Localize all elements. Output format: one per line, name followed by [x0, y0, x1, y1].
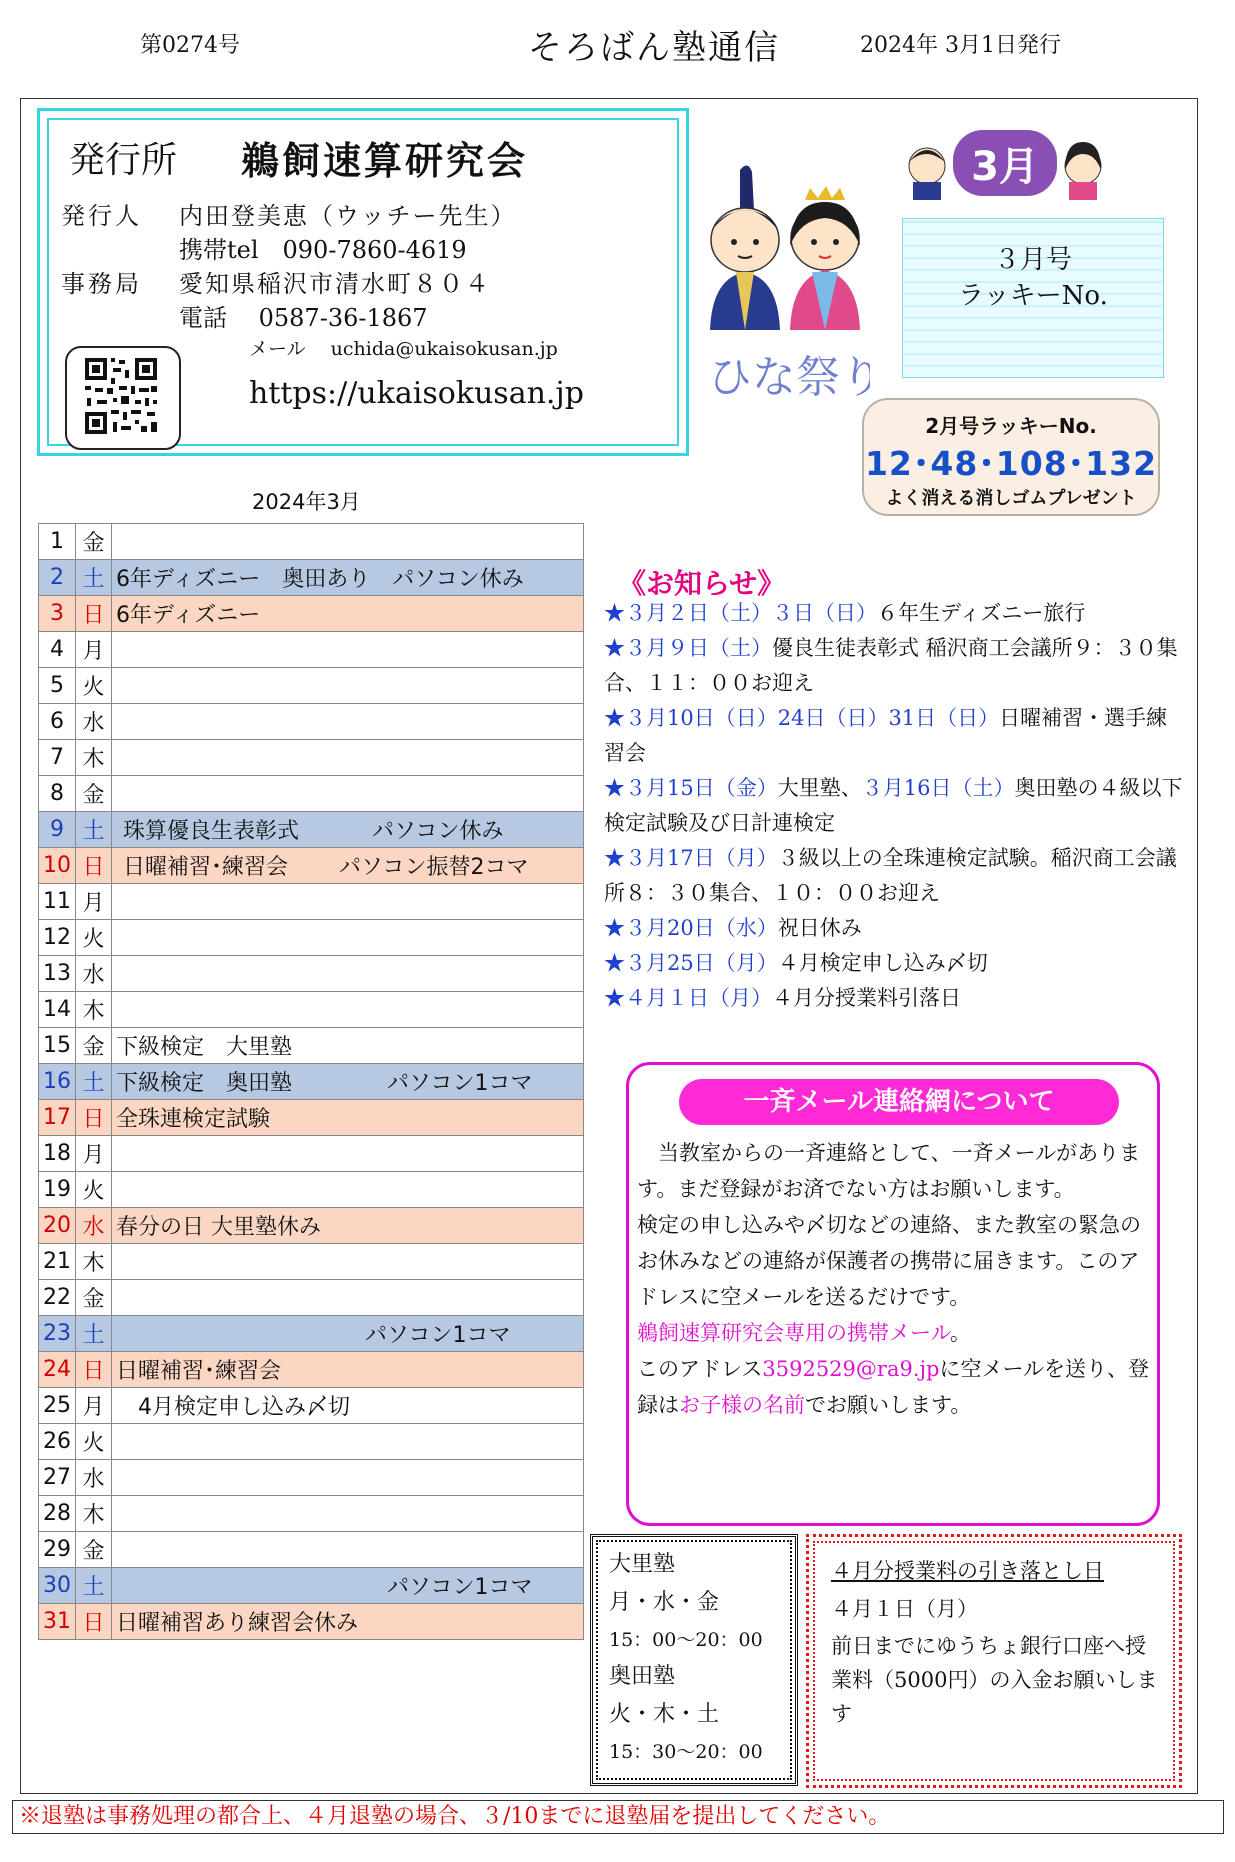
office-phone: 電話 0587-36-1867 — [179, 304, 428, 332]
calendar-row — [39, 992, 584, 1028]
notice-date: ３月20日（水） — [625, 916, 778, 940]
calendar-event — [112, 1424, 584, 1460]
calendar-weekday: 金 — [76, 1280, 112, 1316]
calendar-day-number: 3 — [39, 596, 76, 632]
calendar-weekday: 水 — [76, 1208, 112, 1244]
calendar-day-number: 21 — [39, 1244, 76, 1280]
calendar-event — [112, 992, 584, 1028]
calendar-weekday: 月 — [76, 1136, 112, 1172]
calendar-title: 2024年3月 — [252, 490, 361, 514]
calendar-day-number: 31 — [39, 1604, 76, 1640]
issue-number: 第0274号 — [140, 33, 240, 58]
office-mail[interactable]: メール uchida@ukaisokusan.jp — [249, 338, 558, 360]
calendar-table — [38, 523, 584, 1640]
star-icon: ★ — [604, 776, 625, 800]
previous-lucky-number-box — [862, 398, 1160, 516]
calendar-row — [39, 668, 584, 704]
tuition-fee-box — [806, 1534, 1182, 1788]
calendar-row — [39, 812, 584, 848]
notice-item — [604, 981, 1184, 1016]
notice-text: ４月検定申し込み〆切 — [777, 951, 988, 975]
previous-lucky-title: 2月号ラッキーNo. — [925, 414, 1097, 438]
calendar-row — [39, 596, 584, 632]
calendar-event: 日曜補習･練習会 パソコン振替2コマ — [112, 848, 584, 884]
calendar-weekday: 木 — [76, 1244, 112, 1280]
school-days: 火・木・土 — [609, 1702, 720, 1727]
star-icon: ★ — [604, 846, 625, 870]
star-icon: ★ — [604, 636, 625, 660]
withdrawal-notice: ※退塾は事務処理の都合上、４月退塾の場合、３/10までに退塾届を提出してください。 — [12, 1800, 1224, 1834]
calendar-day-number: 12 — [39, 920, 76, 956]
calendar-event — [112, 1280, 584, 1316]
calendar-row — [39, 1316, 584, 1352]
notice-text: ６年生ディズニー旅行 — [877, 601, 1086, 625]
calendar-weekday: 日 — [76, 1604, 112, 1640]
calendar-event — [112, 884, 584, 920]
mail-highlight: 鵜飼速算研究会専用の携帯メール — [637, 1321, 950, 1345]
publisher-org-label: 発行所 — [69, 140, 178, 181]
calendar-event: 6年ディズニー — [112, 596, 584, 632]
calendar-event — [112, 1460, 584, 1496]
calendar-event: 日曜補習あり練習会休み — [112, 1604, 584, 1640]
calendar-weekday: 日 — [76, 848, 112, 884]
calendar-row — [39, 704, 584, 740]
calendar-event: 珠算優良生表彰式 パソコン休み — [112, 812, 584, 848]
notice-text: 優良生徒表彰式 稲沢商工会議所９：３０集合、１１：００お迎え — [604, 636, 1178, 695]
calendar-row — [39, 1460, 584, 1496]
calendar-row — [39, 956, 584, 992]
calendar-day-number: 29 — [39, 1532, 76, 1568]
calendar-event: パソコン1コマ — [112, 1568, 584, 1604]
calendar-weekday: 木 — [76, 992, 112, 1028]
calendar-day-number: 25 — [39, 1388, 76, 1424]
calendar-row — [39, 884, 584, 920]
calendar-row — [39, 1352, 584, 1388]
notice-text: ３級以上の全珠連検定試験。稲沢商工会議所８：３０集合、１０：００お迎え — [604, 846, 1177, 905]
calendar-event: 春分の日 大里塾休み — [112, 1208, 584, 1244]
calendar-row — [39, 776, 584, 812]
notice-item — [604, 841, 1184, 911]
calendar-event — [112, 1136, 584, 1172]
publisher-label: 発行人 — [61, 202, 142, 230]
notice-item — [604, 631, 1184, 701]
office-label: 事務局 — [61, 270, 142, 298]
calendar-weekday: 木 — [76, 740, 112, 776]
calendar-weekday: 日 — [76, 1352, 112, 1388]
calendar-row — [39, 1280, 584, 1316]
school-name: 大里塾 — [609, 1552, 676, 1577]
calendar-day-number: 9 — [39, 812, 76, 848]
mail-text: このアドレス — [637, 1357, 763, 1381]
school-hours: 15：00～20：00 — [609, 1629, 763, 1651]
calendar-day-number: 13 — [39, 956, 76, 992]
mail-text: 。 — [949, 1321, 971, 1345]
calendar-row — [39, 1100, 584, 1136]
calendar-row — [39, 1568, 584, 1604]
calendar-weekday: 金 — [76, 524, 112, 560]
notice-date: ３月25日（月） — [625, 951, 778, 975]
calendar-row — [39, 1244, 584, 1280]
calendar-day-number: 18 — [39, 1136, 76, 1172]
calendar-row — [39, 1172, 584, 1208]
notice-date: ３月16日（土） — [861, 776, 1015, 800]
calendar-day-number: 24 — [39, 1352, 76, 1388]
mail-name-highlight: お子様の名前 — [679, 1393, 805, 1417]
calendar-weekday: 金 — [76, 776, 112, 812]
calendar-event: 日曜補習･練習会 — [112, 1352, 584, 1388]
school-days: 月・水・金 — [609, 1590, 720, 1615]
calendar-day-number: 8 — [39, 776, 76, 812]
publisher-org-name: 鵜飼速算研究会 — [241, 138, 529, 183]
calendar-day-number: 16 — [39, 1064, 76, 1100]
previous-lucky-prize: よく消える消しゴムプレゼント — [885, 488, 1137, 509]
calendar-event: 6年ディズニー 奥田あり パソコン休み — [112, 560, 584, 596]
calendar-weekday: 月 — [76, 632, 112, 668]
calendar-row — [39, 1424, 584, 1460]
mail-text: に空メールを送り、登録は — [637, 1357, 1150, 1417]
notice-date: ３月15日（金） — [625, 776, 778, 800]
notice-item — [604, 771, 1184, 841]
star-icon: ★ — [604, 706, 625, 730]
qr-code-icon[interactable] — [65, 346, 181, 450]
calendar-event — [112, 1532, 584, 1568]
notice-text: 日曜補習・選手練習会 — [604, 706, 1168, 765]
star-icon: ★ — [604, 601, 625, 625]
calendar-weekday: 日 — [76, 1100, 112, 1136]
star-icon: ★ — [604, 916, 625, 940]
calendar-event: 下級検定 大里塾 — [112, 1028, 584, 1064]
calendar-day-number: 11 — [39, 884, 76, 920]
calendar-weekday: 土 — [76, 560, 112, 596]
mail-paragraph: 当教室からの一斉連絡として、一斉メールがあります。まだ登録がお済でない方はお願いします。 — [637, 1141, 1141, 1201]
calendar-day-number: 19 — [39, 1172, 76, 1208]
calendar-weekday: 土 — [76, 1064, 112, 1100]
publisher-mobile: 携帯tel 090-7860-4619 — [179, 236, 467, 264]
calendar-row — [39, 1064, 584, 1100]
calendar-weekday: 月 — [76, 1388, 112, 1424]
calendar-row — [39, 632, 584, 668]
star-icon: ★ — [604, 986, 625, 1010]
calendar-event — [112, 920, 584, 956]
previous-lucky-numbers: 12･48･108･132 — [864, 444, 1158, 483]
group-mail-body — [637, 1135, 1153, 1423]
calendar-weekday: 土 — [76, 812, 112, 848]
calendar-event — [112, 1172, 584, 1208]
class-schedule-box — [590, 1534, 798, 1786]
fee-title: ４月分授業料の引き落とし日 — [831, 1559, 1104, 1583]
notice-date: ３月９日（土） — [625, 636, 772, 660]
calendar-day-number: 23 — [39, 1316, 76, 1352]
calendar-row — [39, 1496, 584, 1532]
publisher-name: 内田登美恵（ウッチー先生） — [179, 202, 517, 230]
calendar-row — [39, 560, 584, 596]
calendar-day-number: 2 — [39, 560, 76, 596]
calendar-weekday: 水 — [76, 704, 112, 740]
calendar-row — [39, 524, 584, 560]
calendar-weekday: 火 — [76, 668, 112, 704]
calendar-weekday: 火 — [76, 1172, 112, 1208]
calendar-day-number: 4 — [39, 632, 76, 668]
lucky-number-label: ラッキーNo. — [958, 281, 1108, 311]
notice-list — [604, 596, 1184, 1016]
notice-title: 《お知らせ》 — [618, 567, 786, 600]
publisher-box — [37, 108, 689, 456]
calendar-day-number: 15 — [39, 1028, 76, 1064]
notice-text: 祝日休み — [777, 916, 862, 940]
mail-paragraph — [637, 1315, 1153, 1351]
calendar-day-number: 30 — [39, 1568, 76, 1604]
group-mail-box — [626, 1062, 1160, 1526]
calendar-weekday: 金 — [76, 1028, 112, 1064]
calendar-event — [112, 1496, 584, 1532]
calendar-weekday: 日 — [76, 596, 112, 632]
notice-text: 大里塾、 — [777, 776, 862, 800]
notice-date: ３月17日（月） — [625, 846, 778, 870]
calendar-event — [112, 524, 584, 560]
calendar-row — [39, 1532, 584, 1568]
notice-item — [604, 911, 1184, 946]
calendar-weekday: 火 — [76, 920, 112, 956]
calendar-day-number: 10 — [39, 848, 76, 884]
lucky-issue-label: ３月号 — [993, 245, 1072, 275]
notice-item — [604, 596, 1184, 631]
calendar-event — [112, 776, 584, 812]
march-badge — [905, 120, 1105, 205]
calendar-day-number: 7 — [39, 740, 76, 776]
calendar-row — [39, 1604, 584, 1640]
calendar-row — [39, 848, 584, 884]
notice-date: ４月１日（月） — [625, 986, 772, 1010]
march-badge-label: 3月 — [971, 144, 1039, 190]
calendar-weekday: 土 — [76, 1568, 112, 1604]
calendar-weekday: 火 — [76, 1424, 112, 1460]
mail-text: でお願いします。 — [805, 1393, 972, 1417]
calendar-weekday: 木 — [76, 1496, 112, 1532]
calendar-weekday: 土 — [76, 1316, 112, 1352]
notice-date: ３月10日（日）24日（日）31日（日） — [625, 706, 1000, 730]
calendar-weekday: 月 — [76, 884, 112, 920]
calendar-event — [112, 740, 584, 776]
calendar-event — [112, 1244, 584, 1280]
calendar-day-number: 5 — [39, 668, 76, 704]
calendar-event: パソコン1コマ — [112, 1316, 584, 1352]
calendar-row — [39, 1388, 584, 1424]
calendar-row — [39, 740, 584, 776]
publication-date: 2024年 3月1日発行 — [860, 33, 1061, 58]
lucky-number-box — [902, 218, 1164, 378]
calendar-event — [112, 668, 584, 704]
calendar-day-number: 6 — [39, 704, 76, 740]
website-url[interactable]: https://ukaisokusan.jp — [249, 376, 584, 411]
notice-date: ３月２日（土）３日（日） — [625, 601, 877, 625]
mail-address[interactable]: 3592529@ra9.jp — [762, 1357, 940, 1381]
mail-paragraph: 検定の申し込みや〆切などの連絡、また教室の緊急のお休みなどの連絡が保護者の携帯に届きます。このアドレスに空メールを送るだけです。 — [637, 1213, 1141, 1309]
hina-text: ひな祭り — [708, 352, 870, 403]
calendar-event — [112, 956, 584, 992]
school-hours: 15：30～20：00 — [609, 1741, 763, 1763]
calendar-event: 全珠連検定試験 — [112, 1100, 584, 1136]
school-name: 奥田塾 — [609, 1664, 676, 1689]
notice-text: 奥田塾の４級以下検定試験及び日計連検定 — [604, 776, 1183, 835]
calendar-day-number: 1 — [39, 524, 76, 560]
calendar-day-number: 17 — [39, 1100, 76, 1136]
calendar-row — [39, 1208, 584, 1244]
notice-item — [604, 701, 1184, 771]
hinamatsuri-illustration — [700, 160, 870, 410]
calendar-event — [112, 704, 584, 740]
newsletter-title: そろばん塾通信 — [528, 28, 780, 68]
calendar-day-number: 22 — [39, 1280, 76, 1316]
star-icon: ★ — [604, 951, 625, 975]
fee-date: ４月１日（月） — [831, 1597, 978, 1621]
calendar-day-number: 28 — [39, 1496, 76, 1532]
notice-text: ４月分授業料引落日 — [772, 986, 961, 1010]
calendar-event: 下級検定 奥田塾 パソコン1コマ — [112, 1064, 584, 1100]
fee-text: 前日までにゆうちょ銀行口座へ授業料（5000円）の入金お願いします — [831, 1634, 1158, 1726]
office-address: 愛知県稲沢市清水町８０４ — [179, 270, 491, 298]
calendar-event — [112, 632, 584, 668]
calendar-row — [39, 920, 584, 956]
notice-item — [604, 946, 1184, 981]
calendar-row — [39, 1028, 584, 1064]
group-mail-title: 一斉メール連絡網について — [679, 1079, 1119, 1125]
calendar-weekday: 水 — [76, 1460, 112, 1496]
calendar-row — [39, 1136, 584, 1172]
calendar-day-number: 27 — [39, 1460, 76, 1496]
calendar-day-number: 26 — [39, 1424, 76, 1460]
calendar-weekday: 金 — [76, 1532, 112, 1568]
mail-paragraph — [637, 1351, 1153, 1423]
calendar-day-number: 14 — [39, 992, 76, 1028]
calendar-weekday: 水 — [76, 956, 112, 992]
calendar-day-number: 20 — [39, 1208, 76, 1244]
calendar-event: 4月検定申し込み〆切 — [112, 1388, 584, 1424]
